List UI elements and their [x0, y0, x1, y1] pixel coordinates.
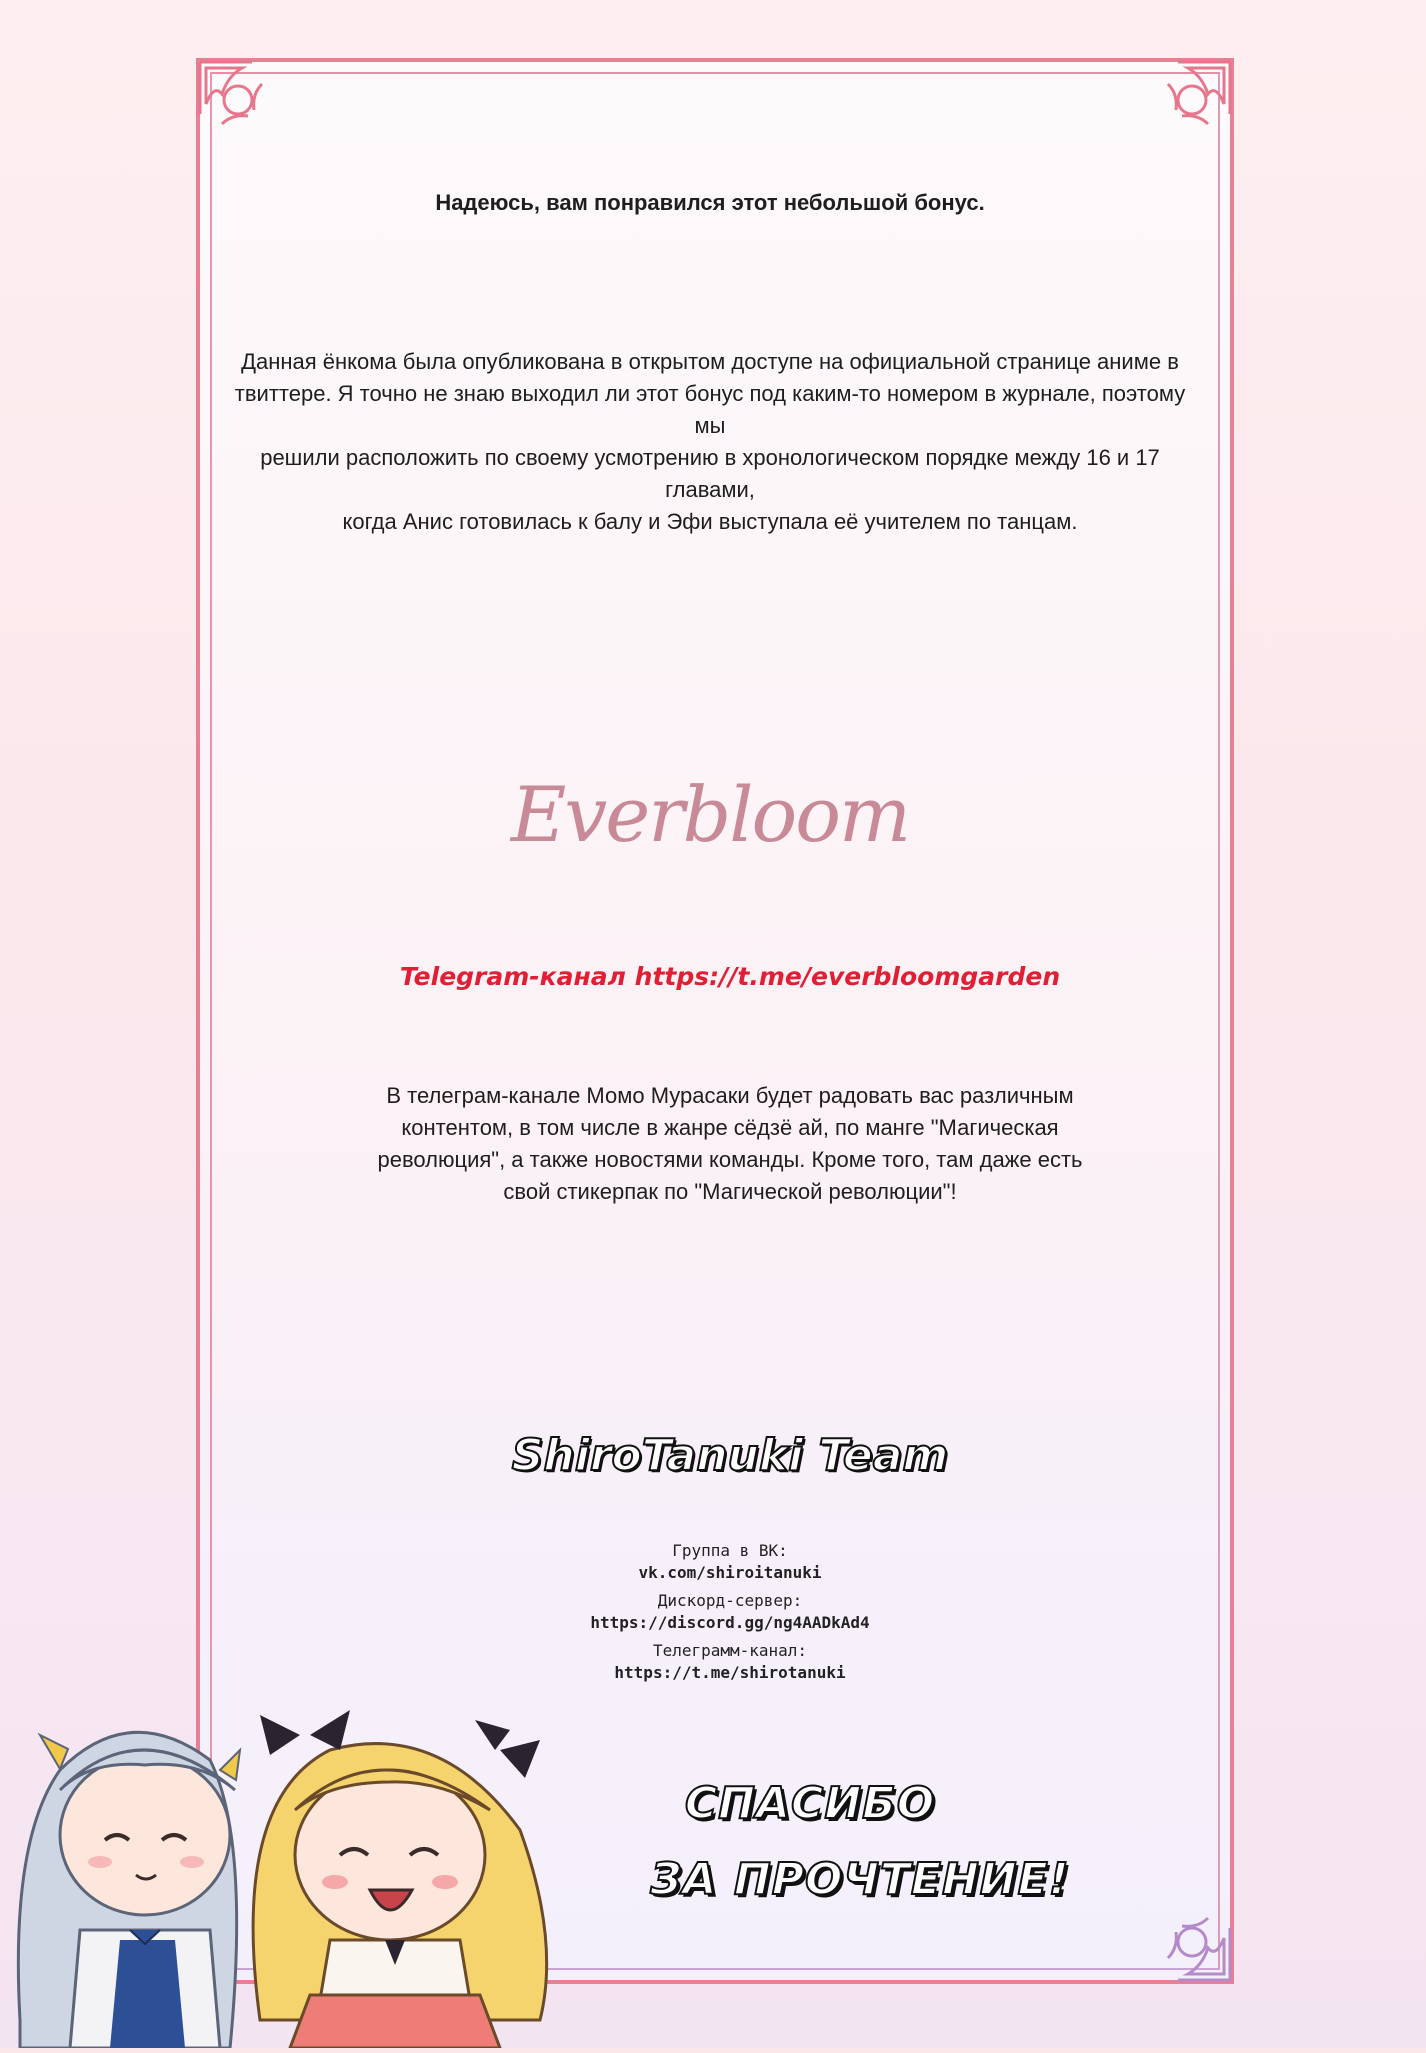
momo-line: В телеграм-канале Момо Мурасаки будет радовать вас различным — [386, 1083, 1074, 1108]
thanks-line-1: СПАСИБО — [684, 1778, 936, 1829]
intro-text: Надеюсь, вам понравился этот небольшой бонус. — [435, 190, 985, 215]
vk-label: Группа в ВК: — [672, 1541, 788, 1560]
vk-link[interactable]: vk.com/shiroitanuki — [638, 1563, 822, 1582]
frame-corner-ornament-icon — [192, 54, 322, 184]
momo-line: революция", а также новостями команды. Кроме того, там даже есть — [377, 1147, 1083, 1172]
paragraph-line: когда Анис готовилась к балу и Эфи выступала её учителем по танцам. — [342, 509, 1078, 534]
chibi-characters-illustration — [0, 1640, 580, 2048]
discord-link[interactable]: https://discord.gg/ng4AADkAd4 — [590, 1613, 870, 1632]
paragraph-line: решили расположить по своему усмотрению в хронологическом порядке между 16 и 17 главами, — [260, 445, 1160, 502]
telegram-team-link[interactable]: https://t.me/shirotanuki — [614, 1663, 846, 1682]
momo-paragraph — [330, 1080, 1130, 1208]
telegram-channel-link[interactable]: Telegram-канал https://t.me/everbloomgarden — [399, 962, 1061, 991]
blonde-girl-icon — [253, 1710, 547, 2048]
discord-label: Дискорд-сервер: — [657, 1591, 803, 1610]
info-paragraph — [230, 346, 1190, 538]
paragraph-line: Данная ёнкома была опубликована в открытом доступе на официальной странице аниме в — [241, 349, 1179, 374]
momo-line: контентом, в том числе в жанре сёдзё ай, по манге "Магическая — [401, 1115, 1059, 1140]
thanks-line-2: ЗА ПРОЧТЕНИЕ! — [650, 1854, 1070, 1905]
frame-corner-ornament-icon — [1108, 1858, 1238, 1988]
silver-haired-girl-icon — [18, 1732, 240, 2048]
momo-line: свой стикерпак по "Магической революции"! — [503, 1179, 957, 1204]
frame-corner-ornament-icon — [1108, 54, 1238, 184]
team-logo: ShiroTanuki Team — [511, 1430, 949, 1481]
paragraph-line: твиттере. Я точно не знаю выходил ли этот бонус под каким-то номером в журнале, поэтому мы — [234, 381, 1186, 438]
telegram-label: Телеграмм-канал: — [652, 1641, 808, 1660]
everbloom-logo: Everbloom — [510, 770, 910, 859]
